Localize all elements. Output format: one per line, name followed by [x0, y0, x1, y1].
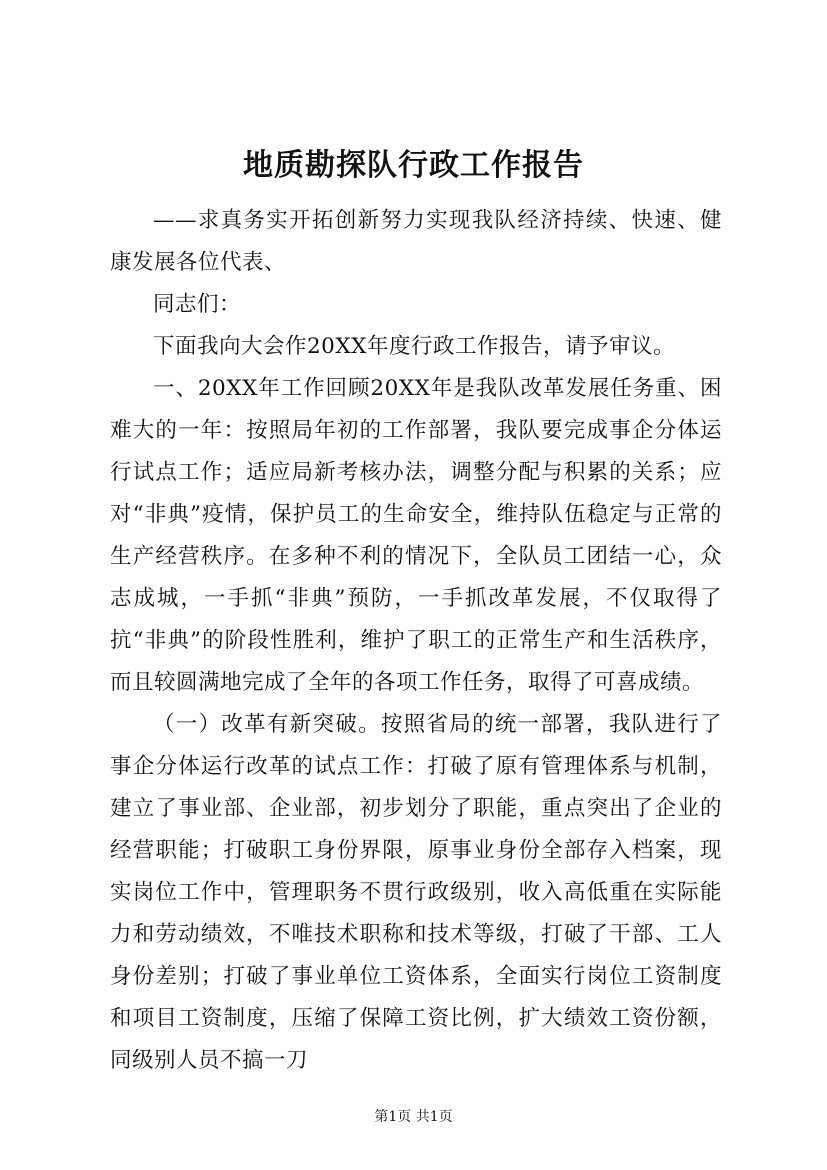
page-prefix: 第 — [374, 1109, 389, 1125]
page-number: 1 — [388, 1109, 398, 1125]
reform-paragraph: （一）改革有新突破。按照省局的统一部署，我队进行了事企分体运行改革的试点工作：打破了原有管理体系与机制，建立了事业部、企业部，初步划分了职能，重点突出了企业的经营职能；打破职工身份界限，原事业身份全部存入档案，现实岗位工作中，管理职务不贯行政级别，收入高低重在实际能力和劳动绩效，不唯技术职称和技术等级，打破了干部、工人身份差别；打破了事业单位工资体系，全面实行岗位工资制度和项目工资制度，压缩了保障工资比例，扩大绩效工资份额，同级别人员不搞一刀 — [110, 712, 722, 1073]
page-mid: 页 共 — [397, 1109, 430, 1125]
subtitle-paragraph: ——求真务实开拓创新努力实现我队经济持续、快速、健康发展各位代表、 — [110, 208, 722, 275]
page-footer — [0, 1107, 827, 1127]
document-body — [110, 200, 722, 1082]
review-paragraph: 一、20XX年工作回顾20XX年是我队改革发展任务重、困难大的一年：按照局年初的工作部署，我队要完成事企分体运行试点工作；适应局新考核办法，调整分配与积累的关系；应对“非典”疫情，保护员工的生命安全，维持队伍稳定与正常的生产经营秩序。在多种不利的情况下，全队员工团结一心，众志成城，一手抓“非典”预防，一手抓改革发展，不仅取得了抗“非典”的阶段性胜利，维护了职工的正常生产和生活秩序，而且较圆满地完成了全年的各项工作任务，取得了可喜成绩。 — [110, 376, 722, 695]
page-total: 1 — [429, 1109, 439, 1125]
page-suffix: 页 — [438, 1109, 453, 1125]
document-title: 地质勘探队行政工作报告 — [243, 148, 584, 183]
salutation-paragraph: 同志们： — [153, 292, 242, 317]
intro-paragraph: 下面我向大会作20XX年度行政工作报告，请予审议。 — [153, 334, 675, 359]
